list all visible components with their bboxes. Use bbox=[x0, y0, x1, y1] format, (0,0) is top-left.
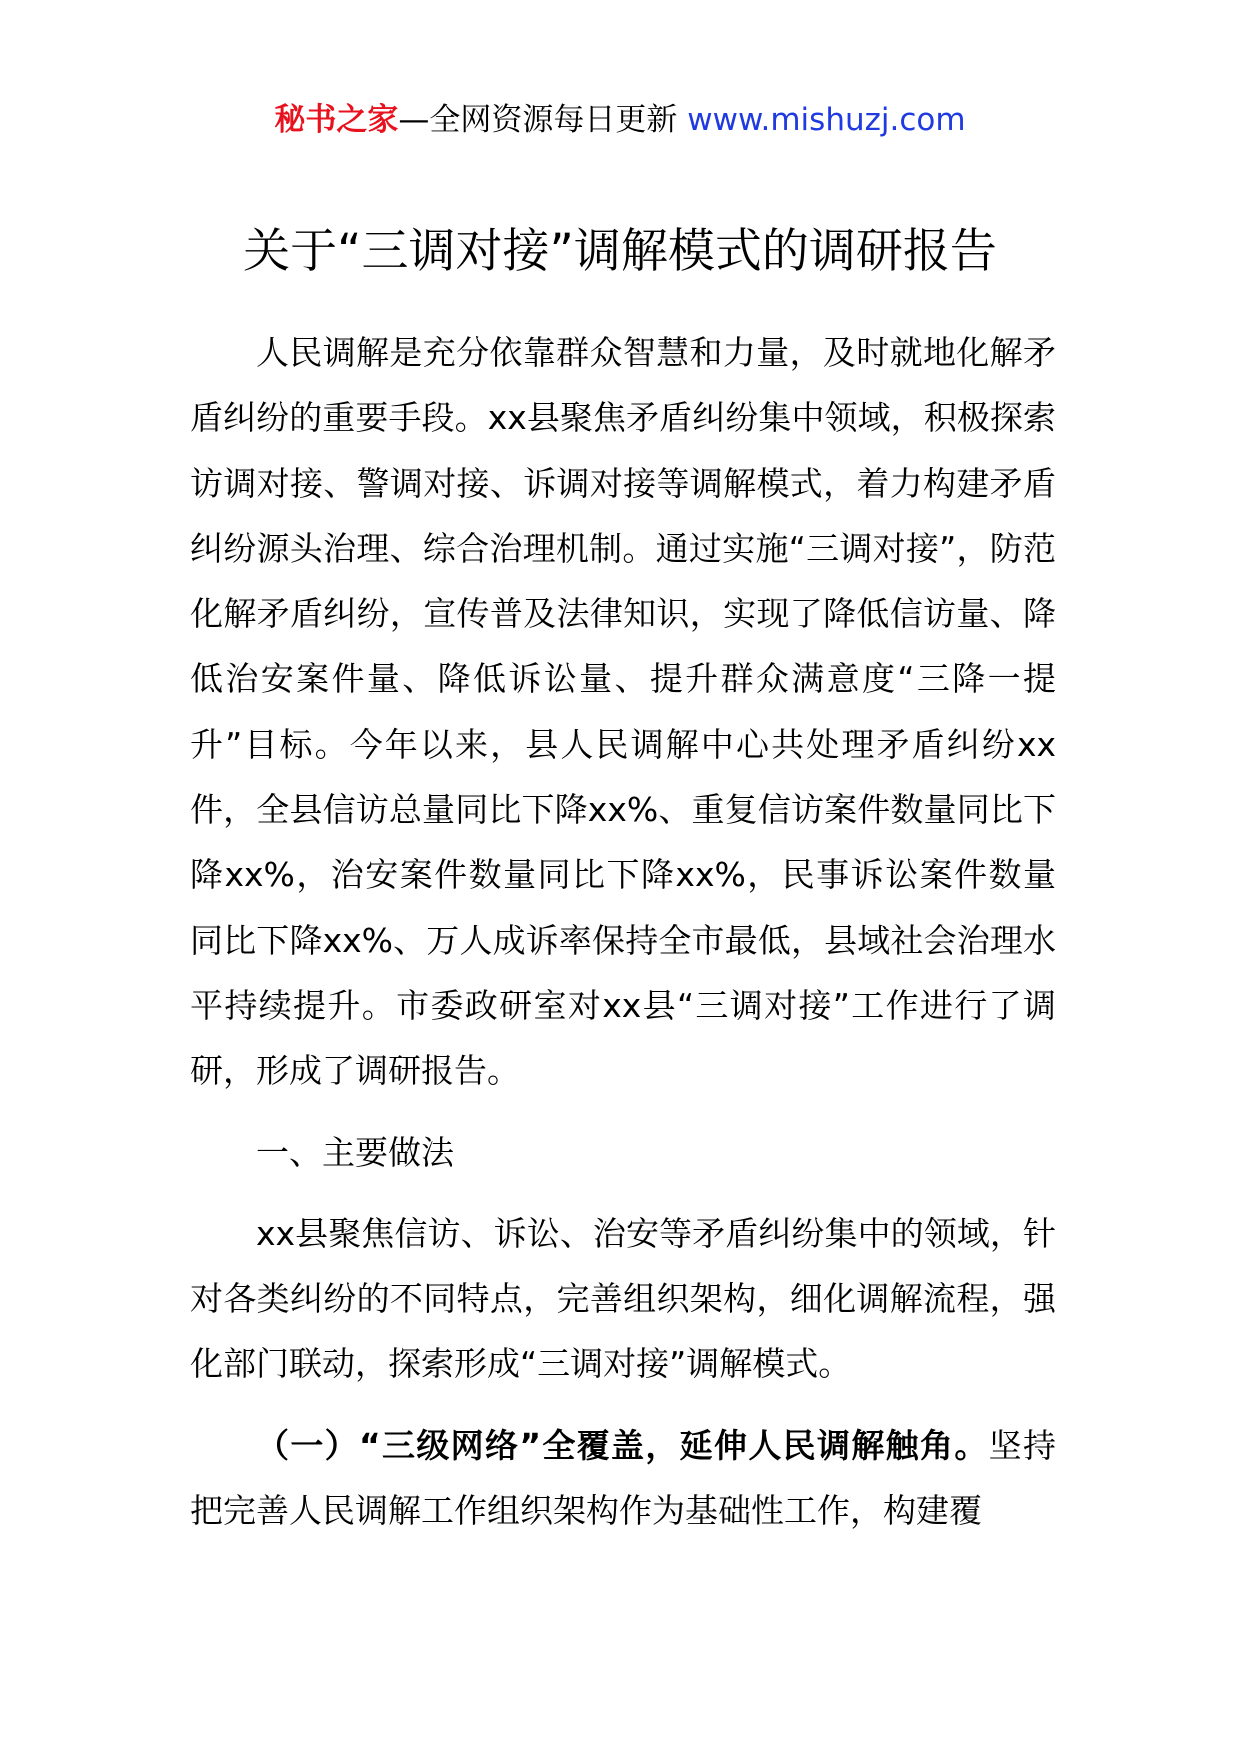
section-paragraph: xx县聚焦信访、诉讼、治安等矛盾纠纷集中的领域，针对各类纠纷的不同特点，完善组织架构，细化调解流程，强化部门联动，探索形成“三调对接”调解模式。 bbox=[190, 1213, 1056, 1384]
intro-paragraph: 人民调解是充分依靠群众智慧和力量，及时就地化解矛盾纠纷的重要手段。xx县聚焦矛盾纠纷集中领域，积极探索访调对接、警调对接、诉调对接等调解模式，着力构建矛盾纠纷源头治理、综合治理机制。通过实施“三调对接”，防范化解矛盾纠纷，宣传普及法律知识，实现了降低信访量、降低治安案件量、降低诉讼量、提升群众满意度“三降一提升”目标。今年以来，县人民调解中心共处理矛盾纠纷xx件，全县信访总量同比下降xx%、重复信访案件数量同比下降xx%，治安案件数量同比下降xx%，民事诉讼案件数量同比下降xx%、万人成诉率保持全市最低，县域社会治理水平持续提升。市委政研室对xx县“三调对接”工作进行了调研，形成了调研报告。 bbox=[190, 333, 1056, 1091]
subsection-paragraph bbox=[190, 1413, 1056, 1544]
site-brand: 秘书之家 bbox=[274, 102, 399, 138]
subsection-heading: （一）“三级网络”全覆盖，延伸人民调解触角。 bbox=[256, 1425, 989, 1465]
document-body bbox=[190, 320, 1056, 1543]
site-url-link[interactable]: www.mishuzj.com bbox=[687, 102, 966, 138]
subsection-text: 坚持把完善人民调解工作组织架构作为基础性工作，构建覆 bbox=[190, 1425, 1056, 1531]
document-title: 关于“三调对接”调解模式的调研报告 bbox=[243, 224, 997, 279]
site-header-banner bbox=[0, 100, 1240, 140]
section-heading: 一、主要做法 bbox=[256, 1132, 454, 1172]
site-slogan: —全网资源每日更新 bbox=[398, 102, 678, 138]
